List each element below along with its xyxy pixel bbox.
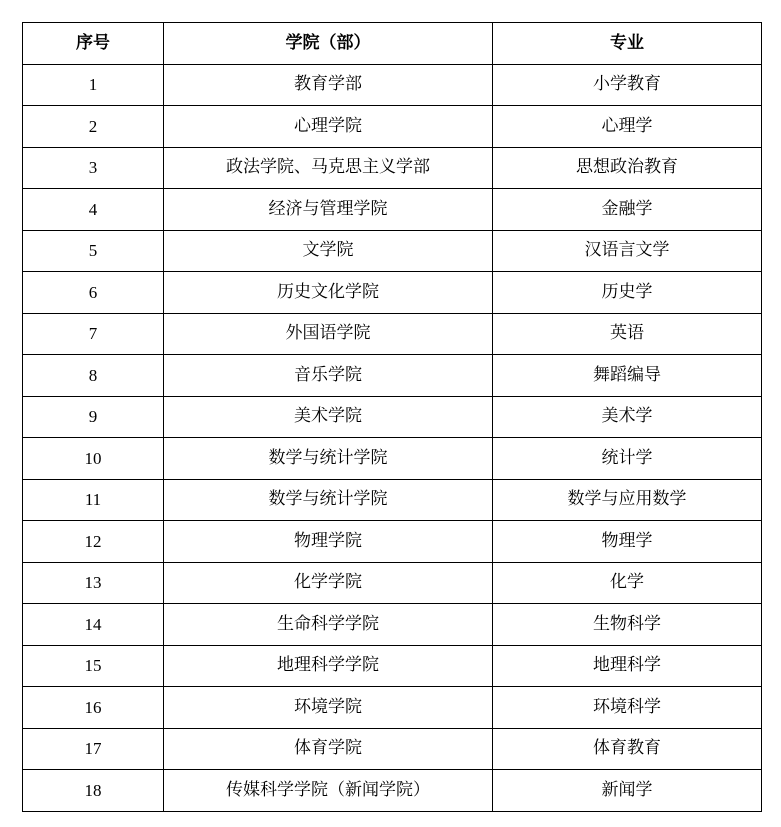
row-major: 新闻学: [493, 770, 762, 812]
row-college: 外国语学院: [164, 313, 493, 355]
header-index: 序号: [23, 23, 164, 65]
table-row: [23, 687, 762, 729]
row-index: 12: [23, 521, 164, 563]
row-major: 金融学: [493, 189, 762, 231]
header-major: 专业: [493, 23, 762, 65]
row-major: 美术学: [493, 396, 762, 438]
row-college: 体育学院: [164, 728, 493, 770]
row-index: 13: [23, 562, 164, 604]
table-row: [23, 396, 762, 438]
table-row: [23, 438, 762, 480]
row-index: 14: [23, 604, 164, 646]
row-major: 历史学: [493, 272, 762, 314]
row-index: 4: [23, 189, 164, 231]
row-index: 15: [23, 645, 164, 687]
row-index: 3: [23, 147, 164, 189]
majors-table: [22, 22, 762, 812]
table-row: [23, 562, 762, 604]
table-row: [23, 189, 762, 231]
row-college: 政法学院、马克思主义学部: [164, 147, 493, 189]
row-major: 地理科学: [493, 645, 762, 687]
row-index: 10: [23, 438, 164, 480]
row-college: 数学与统计学院: [164, 479, 493, 521]
row-major: 舞蹈编导: [493, 355, 762, 397]
row-college: 心理学院: [164, 106, 493, 148]
row-major: 生物科学: [493, 604, 762, 646]
table-row: [23, 64, 762, 106]
table-row: [23, 313, 762, 355]
row-college: 教育学部: [164, 64, 493, 106]
row-index: 6: [23, 272, 164, 314]
row-index: 17: [23, 728, 164, 770]
table-body: [23, 64, 762, 811]
row-college: 历史文化学院: [164, 272, 493, 314]
row-college: 文学院: [164, 230, 493, 272]
row-index: 9: [23, 396, 164, 438]
row-college: 化学学院: [164, 562, 493, 604]
table-row: [23, 770, 762, 812]
table-row: [23, 521, 762, 563]
row-major: 化学: [493, 562, 762, 604]
row-major: 物理学: [493, 521, 762, 563]
row-major: 统计学: [493, 438, 762, 480]
row-index: 2: [23, 106, 164, 148]
row-college: 经济与管理学院: [164, 189, 493, 231]
row-major: 体育教育: [493, 728, 762, 770]
header-row: [23, 23, 762, 65]
table-row: [23, 272, 762, 314]
row-college: 生命科学学院: [164, 604, 493, 646]
table-row: [23, 355, 762, 397]
row-college: 音乐学院: [164, 355, 493, 397]
row-major: 数学与应用数学: [493, 479, 762, 521]
table-row: [23, 479, 762, 521]
row-college: 物理学院: [164, 521, 493, 563]
row-major: 心理学: [493, 106, 762, 148]
row-college: 环境学院: [164, 687, 493, 729]
table-row: [23, 645, 762, 687]
row-college: 传媒科学学院（新闻学院）: [164, 770, 493, 812]
row-index: 16: [23, 687, 164, 729]
row-index: 11: [23, 479, 164, 521]
row-major: 英语: [493, 313, 762, 355]
table-row: [23, 106, 762, 148]
row-index: 7: [23, 313, 164, 355]
table-row: [23, 147, 762, 189]
table-header: [23, 23, 762, 65]
row-major: 思想政治教育: [493, 147, 762, 189]
row-index: 8: [23, 355, 164, 397]
row-college: 数学与统计学院: [164, 438, 493, 480]
row-index: 5: [23, 230, 164, 272]
row-index: 1: [23, 64, 164, 106]
row-index: 18: [23, 770, 164, 812]
table-row: [23, 230, 762, 272]
row-college: 美术学院: [164, 396, 493, 438]
row-major: 汉语言文学: [493, 230, 762, 272]
table-row: [23, 728, 762, 770]
row-major: 环境科学: [493, 687, 762, 729]
header-college: 学院（部）: [164, 23, 493, 65]
row-college: 地理科学学院: [164, 645, 493, 687]
table-row: [23, 604, 762, 646]
row-major: 小学教育: [493, 64, 762, 106]
